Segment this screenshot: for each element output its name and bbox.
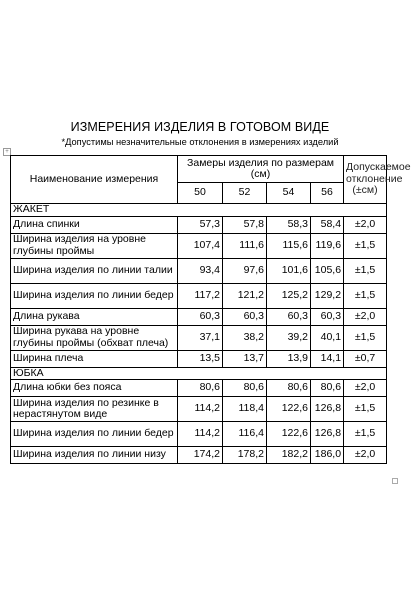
measurement-value: 125,2 bbox=[267, 283, 311, 308]
measurement-value: 122,6 bbox=[267, 422, 311, 447]
measurement-value: 105,6 bbox=[311, 258, 344, 283]
measurement-value: 80,6 bbox=[223, 380, 267, 397]
table-row bbox=[11, 216, 387, 233]
tolerance-value: ±1,5 bbox=[344, 258, 387, 283]
table-row bbox=[11, 397, 387, 422]
section-header: ЖАКЕТ bbox=[11, 204, 387, 217]
measurement-value: 182,2 bbox=[267, 447, 311, 464]
measurement-value: 174,2 bbox=[178, 447, 223, 464]
table-row bbox=[11, 258, 387, 283]
table-row bbox=[11, 233, 387, 258]
measurement-value: 117,2 bbox=[178, 283, 223, 308]
measurement-value: 107,4 bbox=[178, 233, 223, 258]
measurement-value: 118,4 bbox=[223, 397, 267, 422]
tolerance-value: ±0,7 bbox=[344, 350, 387, 367]
tolerance-value: ±1,5 bbox=[344, 422, 387, 447]
measurement-value: 101,6 bbox=[267, 258, 311, 283]
table-row bbox=[11, 422, 387, 447]
table-row bbox=[11, 325, 387, 350]
measurement-value: 57,8 bbox=[223, 216, 267, 233]
table-row bbox=[11, 350, 387, 367]
size-header-52: 52 bbox=[223, 183, 267, 204]
size-chart-table bbox=[10, 155, 411, 464]
measurement-name: Ширина изделия по резинке в нерастянутом виде bbox=[11, 397, 178, 422]
measurement-value: 60,3 bbox=[267, 308, 311, 325]
measurement-value: 37,1 bbox=[178, 325, 223, 350]
measurement-name: Длина спинки bbox=[11, 216, 178, 233]
size-header-56: 56 bbox=[311, 183, 344, 204]
measurement-value: 121,2 bbox=[223, 283, 267, 308]
table-row bbox=[11, 308, 387, 325]
measurement-value: 14,1 bbox=[311, 350, 344, 367]
measurement-name: Ширина плеча bbox=[11, 350, 178, 367]
measurement-value: 13,7 bbox=[223, 350, 267, 367]
measurement-value: 126,8 bbox=[311, 397, 344, 422]
measurement-value: 38,2 bbox=[223, 325, 267, 350]
measurement-value: 114,2 bbox=[178, 422, 223, 447]
header-measurements-column: Замеры изделия по размерам (см) bbox=[178, 156, 344, 183]
tolerance-value: ±2,0 bbox=[344, 380, 387, 397]
measurement-value: 57,3 bbox=[178, 216, 223, 233]
table-row bbox=[11, 447, 387, 464]
measurement-value: 122,6 bbox=[267, 397, 311, 422]
measurement-value: 97,6 bbox=[223, 258, 267, 283]
measurement-name: Ширина изделия по линии талии bbox=[11, 258, 178, 283]
measurement-value: 80,6 bbox=[311, 380, 344, 397]
measurement-value: 80,6 bbox=[267, 380, 311, 397]
measurement-value: 111,6 bbox=[223, 233, 267, 258]
measurement-value: 186,0 bbox=[311, 447, 344, 464]
measurement-name: Длина рукава bbox=[11, 308, 178, 325]
tolerance-value: ±1,5 bbox=[344, 397, 387, 422]
page-subtitle: *Допустимы незначительные отклонения в измерениях изделий bbox=[61, 137, 339, 147]
measurement-value: 178,2 bbox=[223, 447, 267, 464]
measurement-value: 13,9 bbox=[267, 350, 311, 367]
section-header: ЮБКА bbox=[11, 367, 387, 380]
tolerance-value: ±1,5 bbox=[344, 233, 387, 258]
measurement-name: Ширина изделия на уровне глубины проймы bbox=[11, 233, 178, 258]
tolerance-value: ±1,5 bbox=[344, 283, 387, 308]
measurement-value: 114,2 bbox=[178, 397, 223, 422]
measurement-name: Ширина изделия по линии бедер bbox=[11, 283, 178, 308]
header-tolerance-column: Допускаемое отклонение (±см) bbox=[344, 156, 387, 204]
table-resize-handle-icon[interactable] bbox=[392, 478, 398, 484]
tolerance-value: ±2,0 bbox=[344, 308, 387, 325]
table-row bbox=[11, 380, 387, 397]
measurement-value: 39,2 bbox=[267, 325, 311, 350]
tolerance-value: ±1,5 bbox=[344, 325, 387, 350]
measurement-value: 40,1 bbox=[311, 325, 344, 350]
header-name-column: Наименование измерения bbox=[11, 156, 178, 204]
measurement-value: 58,4 bbox=[311, 216, 344, 233]
tolerance-value: ±2,0 bbox=[344, 447, 387, 464]
measurement-value: 129,2 bbox=[311, 283, 344, 308]
page-title: ИЗМЕРЕНИЯ ИЗДЕЛИЯ В ГОТОВОМ ВИДЕ bbox=[70, 120, 330, 134]
measurement-value: 80,6 bbox=[178, 380, 223, 397]
measurement-value: 60,3 bbox=[223, 308, 267, 325]
measurement-value: 60,3 bbox=[311, 308, 344, 325]
measurement-value: 60,3 bbox=[178, 308, 223, 325]
measurement-name: Ширина изделия по линии низу bbox=[11, 447, 178, 464]
measurement-value: 116,4 bbox=[223, 422, 267, 447]
tolerance-value: ±2,0 bbox=[344, 216, 387, 233]
measurement-value: 126,8 bbox=[311, 422, 344, 447]
table-move-handle-icon[interactable]: + bbox=[3, 148, 11, 156]
measurement-value: 58,3 bbox=[267, 216, 311, 233]
measurement-name: Ширина рукава на уровне глубины проймы (обхват плеча) bbox=[11, 325, 178, 350]
size-header-54: 54 bbox=[267, 183, 311, 204]
table-row bbox=[11, 283, 387, 308]
measurement-value: 119,6 bbox=[311, 233, 344, 258]
measurement-name: Длина юбки без пояса bbox=[11, 380, 178, 397]
measurement-value: 93,4 bbox=[178, 258, 223, 283]
measurement-name: Ширина изделия по линии бедер bbox=[11, 422, 178, 447]
size-header-50: 50 bbox=[178, 183, 223, 204]
measurement-value: 115,6 bbox=[267, 233, 311, 258]
measurement-value: 13,5 bbox=[178, 350, 223, 367]
